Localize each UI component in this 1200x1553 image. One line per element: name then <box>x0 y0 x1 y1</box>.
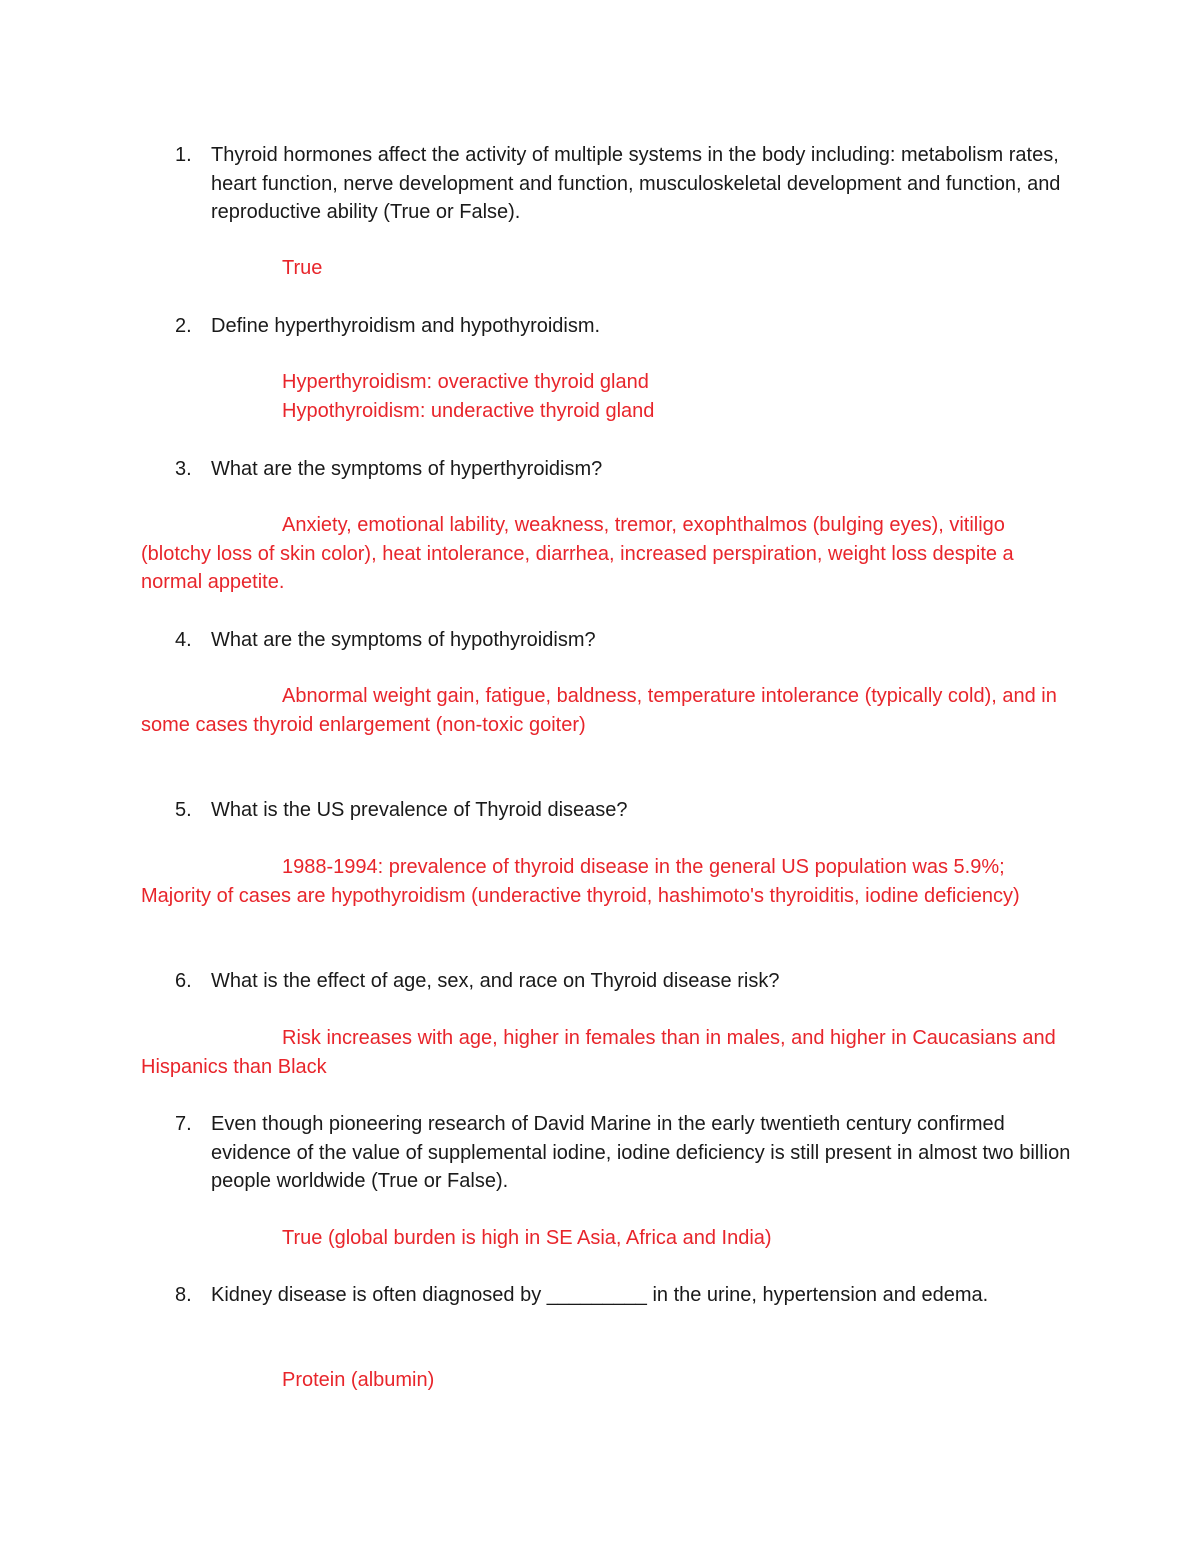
answer-4 <box>141 682 1071 739</box>
answer-text: True <box>282 257 323 279</box>
question-text: What is the effect of age, sex, and race on Thyroid disease risk? <box>211 970 780 992</box>
answer-7 <box>141 1224 1071 1253</box>
question-4 <box>141 626 1071 655</box>
question-text: Even though pioneering research of David Marine in the early twentieth century confirmed evidence of the value of supplemental iodine, iodine deficiency is still present in almost two billion people worldwide (True or False). <box>211 1113 1071 1192</box>
question-number: 4. <box>175 629 192 651</box>
question-number: 6. <box>175 970 192 992</box>
answer-8 <box>141 1366 1071 1395</box>
question-number: 3. <box>175 458 192 480</box>
answer-text: Anxiety, emotional lability, weakness, tremor, exophthalmos (bulging eyes), vitiligo (blotchy loss of skin color), heat intolerance, diarrhea, increased perspiration, weight loss despite a normal appetite. <box>141 514 1014 593</box>
question-number: 5. <box>175 799 192 821</box>
question-1 <box>141 141 1071 227</box>
question-3 <box>141 455 1071 484</box>
question-8 <box>141 1281 1071 1310</box>
answer-text-line-2: Hypothyroidism: underactive thyroid gland <box>282 399 655 422</box>
question-text: Thyroid hormones affect the activity of multiple systems in the body including: metabolism rates, heart function, nerve development and function, musculoskeletal development and function, and reproductive ability (True or False). <box>211 144 1061 223</box>
question-number: 2. <box>175 315 192 337</box>
answer-text: 1988-1994: prevalence of thyroid disease in the general US population was 5.9%; Majority of cases are hypothyroidism (underactive thyroid, hashimoto's thyroiditis, iodine deficiency) <box>141 856 1020 907</box>
question-text: Define hyperthyroidism and hypothyroidism. <box>211 315 601 337</box>
question-text: Kidney disease is often diagnosed by _________ in the urine, hypertension and edema. <box>211 1284 989 1306</box>
question-5 <box>141 796 1071 825</box>
question-text: What are the symptoms of hypothyroidism? <box>211 629 596 651</box>
question-text: What are the symptoms of hyperthyroidism? <box>211 458 603 480</box>
question-number: 1. <box>175 144 192 166</box>
answer-1 <box>141 254 1071 283</box>
answer-text: Risk increases with age, higher in females than in males, and higher in Caucasians and Hispanics than Black <box>141 1027 1056 1078</box>
question-number: 8. <box>175 1284 192 1306</box>
answer-5 <box>141 853 1071 910</box>
answer-text-line-1: Hyperthyroidism: overactive thyroid gland <box>282 371 649 393</box>
question-7 <box>141 1110 1071 1196</box>
answer-3 <box>141 511 1071 597</box>
question-2 <box>141 312 1071 341</box>
answer-text: True (global burden is high in SE Asia, Africa and India) <box>282 1227 772 1249</box>
answer-text: Abnormal weight gain, fatigue, baldness, temperature intolerance (typically cold), and in some cases thyroid enlargement (non-toxic goiter) <box>141 685 1057 736</box>
answer-6 <box>141 1024 1071 1081</box>
answer-text: Protein (albumin) <box>282 1369 435 1391</box>
question-text: What is the US prevalence of Thyroid disease? <box>211 799 628 821</box>
question-6 <box>141 967 1071 996</box>
answer-2 <box>141 368 1071 425</box>
question-number: 7. <box>175 1113 192 1135</box>
